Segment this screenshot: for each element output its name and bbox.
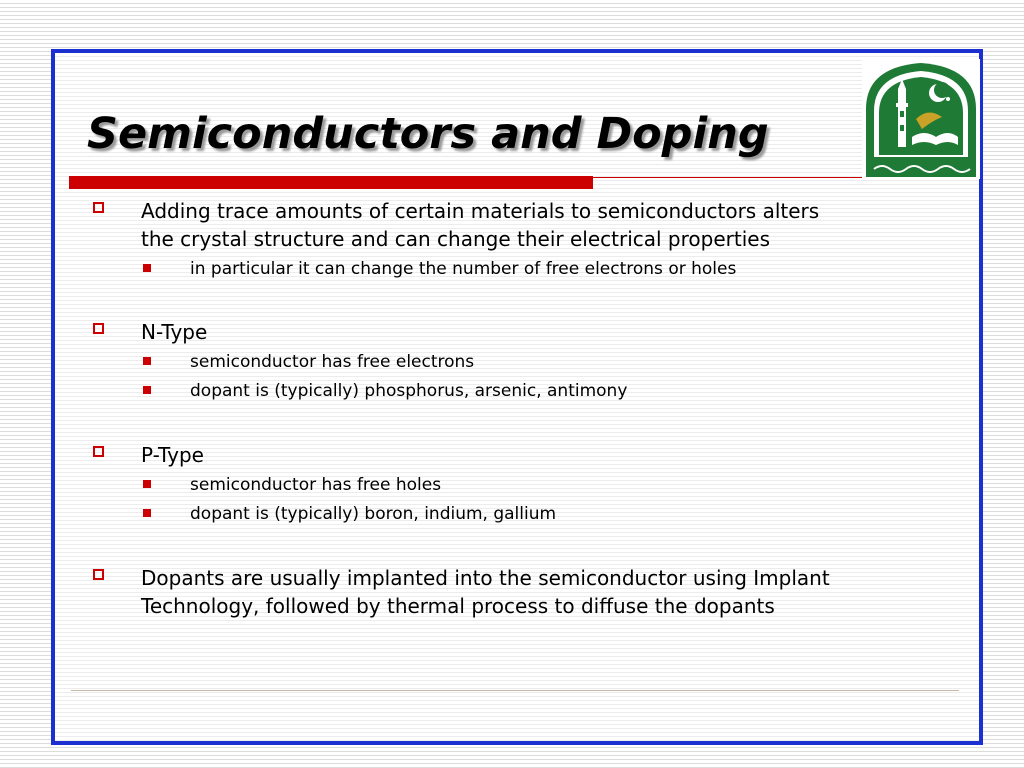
bullet-text-line: Dopants are usually implanted into the semiconductor using Implant: [141, 566, 830, 590]
sub-bullet-text: semiconductor has free electrons: [190, 352, 475, 372]
bullet-item: [141, 197, 941, 253]
bullet-item: [141, 564, 941, 620]
filled-square-bullet-icon: [143, 357, 151, 365]
slide-title: Semiconductors and Doping: [87, 109, 769, 159]
filled-square-bullet-icon: [143, 509, 151, 517]
bullet-text-line: N-Type: [141, 320, 208, 344]
bullet-item: [141, 318, 941, 346]
slide-frame: [51, 49, 983, 745]
sub-bullet-text: semiconductor has free holes: [190, 475, 442, 495]
filled-square-bullet-icon: [143, 386, 151, 394]
bullet-text-line: Adding trace amounts of certain materials to semiconductors alters: [141, 199, 820, 223]
sub-bullet-item: [190, 257, 950, 281]
bullet-text-line: P-Type: [141, 443, 204, 467]
hollow-square-bullet-icon: [93, 569, 104, 580]
sub-bullet-text: in particular it can change the number of free electrons or holes: [190, 259, 737, 279]
hollow-square-bullet-icon: [93, 202, 104, 213]
bullet-text-line: Technology, followed by thermal process to diffuse the dopants: [141, 594, 775, 618]
bullet-list: [55, 53, 979, 741]
footer-divider: [71, 690, 959, 691]
filled-square-bullet-icon: [143, 480, 151, 488]
filled-square-bullet-icon: [143, 264, 151, 272]
hollow-square-bullet-icon: [93, 323, 104, 334]
hollow-square-bullet-icon: [93, 446, 104, 457]
sub-bullet-item: [190, 473, 950, 497]
sub-bullet-item: [190, 502, 950, 526]
sub-bullet-text: dopant is (typically) phosphorus, arsenic, antimony: [190, 381, 628, 401]
sub-bullet-text: dopant is (typically) boron, indium, gallium: [190, 504, 557, 524]
sub-bullet-item: [190, 379, 950, 403]
sub-bullet-item: [190, 350, 950, 374]
bullet-item: [141, 441, 941, 469]
bullet-text-line: the crystal structure and can change their electrical properties: [141, 227, 770, 251]
